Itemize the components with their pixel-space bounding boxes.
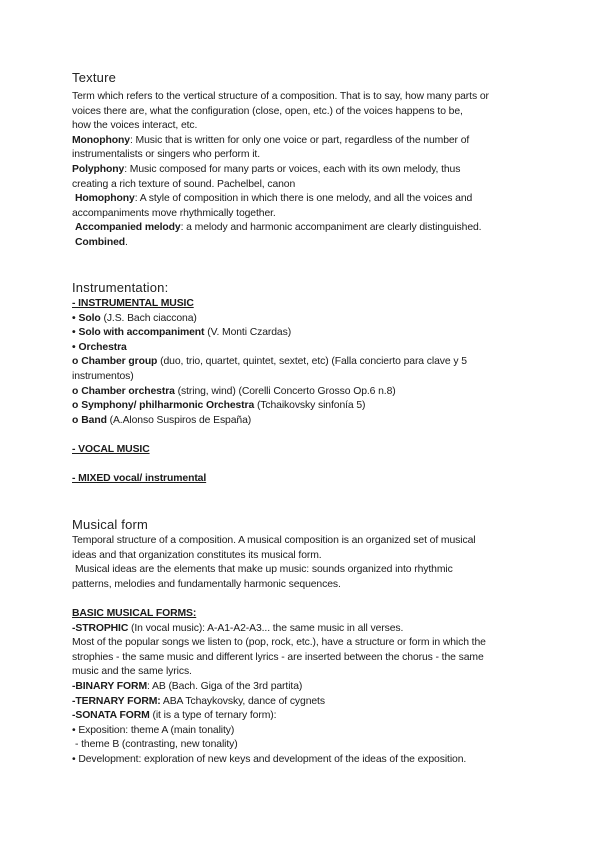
binary-form-line [72, 680, 552, 695]
item-name: Chamber orchestra [81, 385, 175, 397]
sonata-form-text: (it is a type of ternary form): [149, 710, 277, 722]
texture-definition-line: voices there are, what the configuration (close, open, etc.) of the voices happens to be, [72, 105, 463, 117]
combined-text: . [125, 236, 128, 248]
homophony-continuation: accompaniments move rhythmically together. [72, 207, 276, 219]
vocal-music-label: - VOCAL MUSIC [72, 443, 150, 455]
polyphony-line [72, 163, 552, 178]
texture-definition-line: how the voices interact, etc. [72, 120, 198, 132]
item-name: Orchestra [78, 341, 127, 353]
item-detail: (duo, trio, quartet, quintet, sextet, etc) (Falla concierto para clave y 5 [157, 356, 467, 368]
list-item [72, 355, 552, 370]
instrumentation-heading: Instrumentation: [72, 280, 169, 295]
item-name: Symphony/ philharmonic Orchestra [81, 400, 255, 412]
combined-term: Combined [75, 236, 125, 248]
item-name: Chamber group [81, 356, 158, 368]
bullet-icon: • [72, 327, 76, 339]
musical-form-definition-line: ideas and that organization constitutes its musical form. [72, 549, 322, 561]
blank-line [72, 458, 552, 473]
homophony-term: Homophony [75, 193, 135, 205]
monophony-term: Monophony [72, 134, 130, 146]
item-name: Solo with accompaniment [78, 327, 205, 339]
circle-bullet-icon: o [72, 356, 79, 368]
strophic-text: (In vocal music): A-A1-A2-A3... the same music in all verses. [128, 622, 404, 634]
basic-forms-label: BASIC MUSICAL FORMS: [72, 607, 197, 619]
strophic-term: -STROPHIC [72, 622, 129, 634]
accompanied-melody-text: : a melody and harmonic accompaniment are clearly distinguished. [180, 222, 482, 234]
polyphony-term: Polyphony [72, 163, 125, 175]
texture-heading: Texture [72, 70, 117, 85]
monophony-continuation: instrumentalists or singers who perform it. [72, 149, 260, 161]
popular-songs-line: strophies - the same music and different lyrics - are inserted between the chorus - the same [72, 651, 484, 663]
mixed-music-heading [72, 472, 552, 487]
texture-section [72, 90, 552, 251]
homophony-text: : A style of composition in which there is one melody, and all the voices and [134, 193, 473, 205]
popular-songs-line: Most of the popular songs we listen to (pop, rock, etc.), have a structure or form in which the [72, 637, 486, 649]
sonata-form-line [72, 709, 552, 724]
sonata-part-line: • Development: exploration of new keys and development of the ideas of the exposition. [72, 753, 467, 765]
combined-line [72, 236, 552, 251]
item-detail: (string, wind) (Corelli Concerto Grosso Op.6 n.8) [174, 385, 396, 397]
list-item [72, 341, 552, 356]
strophic-line [72, 622, 552, 637]
bullet-icon: • [72, 341, 76, 353]
item-detail: (A.Alonso Suspiros de España) [106, 414, 252, 426]
instrumental-music-heading [72, 297, 552, 312]
list-item [72, 312, 552, 327]
binary-form-term: -BINARY FORM [72, 680, 147, 692]
ternary-form-term: -TERNARY FORM: [72, 695, 161, 707]
musical-form-heading: Musical form [72, 517, 149, 532]
list-item [72, 399, 552, 414]
polyphony-continuation: creating a rich texture of sound. Pachelbel, canon [72, 178, 296, 190]
texture-definition-line: Term which refers to the vertical structure of a composition. That is to say, how many parts or [72, 91, 489, 102]
sonata-form-term: -SONATA FORM [72, 710, 150, 722]
monophony-line [72, 134, 552, 149]
instrumentation-section [72, 297, 552, 487]
musical-form-section [72, 534, 552, 768]
homophony-line [72, 192, 552, 207]
list-item [72, 326, 552, 341]
bullet-icon: • [72, 312, 76, 324]
circle-bullet-icon: o [72, 400, 79, 412]
musical-ideas-line: patterns, melodies and fundamentally harmonic sequences. [72, 578, 341, 590]
ternary-form-text: ABA Tchaykovsky, dance of cygnets [160, 695, 325, 707]
binary-form-text: : AB (Bach. Giga of the 3rd partita) [147, 680, 303, 692]
accompanied-melody-term: Accompanied melody [75, 222, 181, 234]
list-item [72, 414, 552, 429]
item-name: Band [81, 414, 107, 426]
sonata-part-line: • Exposition: theme A (main tonality) [72, 724, 235, 736]
basic-forms-heading [72, 607, 552, 622]
item-name: Solo [78, 312, 101, 324]
vocal-music-heading [72, 443, 552, 458]
list-item [72, 385, 552, 400]
instrumental-music-label: - INSTRUMENTAL MUSIC [72, 298, 194, 309]
circle-bullet-icon: o [72, 385, 79, 397]
list-item-continuation: instrumentos) [72, 370, 134, 382]
musical-ideas-line: Musical ideas are the elements that make up music: sounds organized into rhythmic [75, 564, 453, 576]
monophony-text: : Music that is written for only one voice or part, regardless of the number of [129, 134, 470, 146]
item-detail: (V. Monti Czardas) [204, 327, 292, 339]
circle-bullet-icon: o [72, 414, 79, 426]
accompanied-melody-line [72, 221, 552, 236]
popular-songs-line: music and the same lyrics. [72, 666, 192, 678]
polyphony-text: : Music composed for many parts or voices, each with its own melody, thus [124, 163, 461, 175]
blank-line [72, 428, 552, 443]
sonata-part-line: - theme B (contrasting, new tonality) [75, 739, 238, 751]
blank-line [72, 592, 552, 607]
mixed-music-label: - MIXED vocal/ instrumental [72, 473, 207, 485]
item-detail: (Tchaikovsky sinfonía 5) [254, 400, 366, 412]
item-detail: (J.S. Bach ciaccona) [100, 312, 197, 324]
ternary-form-line [72, 695, 552, 710]
musical-form-definition-line: Temporal structure of a composition. A musical composition is an organized set of musical [72, 535, 476, 546]
